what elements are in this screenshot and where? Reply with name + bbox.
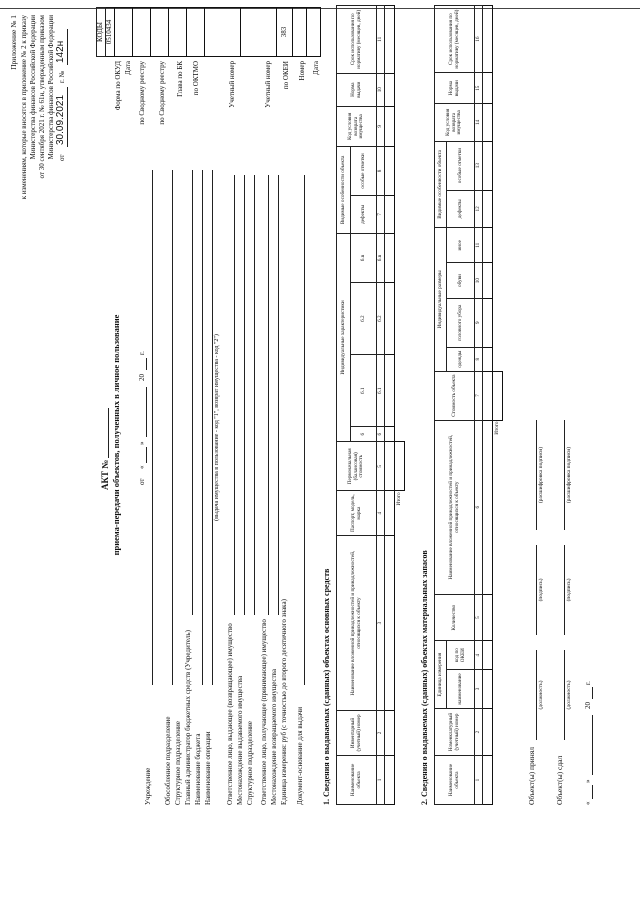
- field-mesto-vydavaemogo: Местонахождение выдаваемого имущества: [236, 675, 244, 805]
- field-dokument-line[interactable]: [304, 175, 305, 685]
- codes-oktmo: по ОКТМО: [192, 61, 200, 96]
- s2-cell[interactable]: [483, 641, 493, 669]
- s1-cell[interactable]: [385, 6, 395, 74]
- s1-h-srok: Срок использования по нормативу (месяцев, дней): [337, 6, 377, 74]
- codes-table: [96, 7, 321, 57]
- codes-data: Дата: [312, 61, 320, 75]
- s2-cell[interactable]: [483, 298, 493, 347]
- field-mesto-vydavaemogo-line[interactable]: [244, 175, 245, 615]
- s2-sub-naim: наименование: [447, 669, 475, 708]
- s1-sub-def: дефекты: [351, 196, 377, 234]
- s2-itogo-value[interactable]: [493, 371, 503, 420]
- s1-h-pasport: Паспорт, модель, марка: [337, 491, 377, 536]
- s2-sub-obuvi: обуви: [447, 263, 475, 298]
- code-uchet-2[interactable]: [241, 8, 277, 57]
- s2-h-norma: Норма выдачи: [435, 73, 475, 104]
- s2-cell[interactable]: [483, 669, 493, 708]
- appendix-num-prefix: г. №: [58, 70, 66, 83]
- appendix-date-prefix: от: [58, 154, 66, 161]
- s1-cell[interactable]: [385, 196, 395, 234]
- sig-sdal-podpis: (подпись): [566, 578, 572, 602]
- s1-itogo-value[interactable]: [395, 442, 405, 491]
- s1-itogo: Итого: [395, 492, 402, 506]
- act-date-g: г.: [138, 351, 146, 355]
- code-reestr-2[interactable]: [151, 8, 169, 57]
- sig-date-q1: «: [584, 801, 592, 805]
- sig-day-line[interactable]: [592, 785, 593, 799]
- s1-cell[interactable]: [385, 755, 395, 804]
- act-date-year: 20: [138, 374, 146, 381]
- s1-h-name: Наименование объекта: [337, 755, 377, 804]
- appendix-line-4: Министерства финансов Российской Федерации: [47, 15, 55, 160]
- section1-title: 1. Сведения о выдаваемых (сданных) объектах основных средств: [322, 568, 331, 805]
- sig-prinyal-rassh: (расшифровка подписи): [538, 446, 544, 504]
- field-glavny: Главный администратор бюджетных средств (Учредитель): [184, 630, 192, 805]
- code-date[interactable]: [115, 8, 133, 57]
- s1-num: 6.2: [377, 283, 385, 355]
- codes-uchet-1: Учетный номер: [228, 61, 236, 108]
- sig-sdal-rassh: (расшифровка подписи): [566, 446, 572, 504]
- s2-cell[interactable]: [483, 371, 493, 420]
- field-operaciya: Наименование операции: [204, 731, 212, 805]
- s1-num: 2: [377, 711, 385, 756]
- sig-year-line[interactable]: [592, 687, 593, 699]
- codes-nomer: Номер: [298, 61, 306, 81]
- s1-num: 10: [377, 73, 385, 106]
- s1-sub-6: 6: [351, 427, 377, 442]
- codes-date-label: Дата: [124, 61, 132, 75]
- s2-h-stoimost: Стоимость объекта: [435, 371, 475, 420]
- s2-num: 15: [475, 73, 483, 104]
- s1-num: 3: [377, 536, 385, 711]
- s2-sub-okei: код по ОКЕИ: [447, 641, 475, 669]
- field-otv-vydayushchee: Ответственное лицо, выдающее (возвращающее) имущество: [226, 623, 234, 805]
- s2-h-kol: Количество: [435, 594, 475, 641]
- s2-num: 14: [475, 104, 483, 142]
- s1-cell[interactable]: [385, 442, 395, 491]
- sig-prinyal-dolzhnost: (должность): [538, 680, 544, 710]
- s1-num: 6.1: [377, 355, 385, 427]
- sig-prinyal-dolzhnost-line[interactable]: [536, 650, 537, 740]
- field-uchrezhdenie: Учреждение: [144, 767, 152, 805]
- sig-date-q2: »: [584, 779, 592, 783]
- s2-cell[interactable]: [483, 190, 493, 228]
- s2-itogo: Итого: [493, 421, 500, 435]
- s1-num: 6.n: [377, 233, 385, 282]
- act-title: АКТ №: [100, 459, 110, 490]
- s1-h-inv: Инвентарный (учетный) номер: [337, 711, 377, 756]
- code-glava[interactable]: [169, 8, 187, 57]
- s2-h-nomer: Номенклатурный (учетный) номер: [435, 709, 475, 756]
- s2-h-kod: Код условия возврата имущества: [435, 104, 475, 142]
- s1-sub-61: 6.1: [351, 355, 377, 427]
- s2-h-name: Наименование объекта: [435, 756, 475, 805]
- field-mesto-vozvrashchaemogo: Местонахождение возвращаемого имущества: [270, 668, 278, 805]
- s2-num: 7: [475, 371, 483, 420]
- s1-sub-62: 6.2: [351, 283, 377, 355]
- s2-cell[interactable]: [483, 709, 493, 756]
- s2-num: 12: [475, 190, 483, 228]
- code-uchet-1[interactable]: [205, 8, 241, 57]
- s2-h-vlozh: Наименование вложенной принадлежностей и принадлежностей, относящихся к объекту: [435, 420, 475, 594]
- s2-num: 10: [475, 263, 483, 298]
- field-glavny-line[interactable]: [192, 170, 193, 615]
- s2-cell[interactable]: [483, 104, 493, 142]
- s2-sub-osob: особые отметки: [447, 141, 475, 190]
- s2-cell[interactable]: [483, 263, 493, 298]
- s2-cell[interactable]: [483, 141, 493, 190]
- s1-cell[interactable]: [385, 106, 395, 146]
- codes-okei-label: по ОКЕИ: [282, 61, 290, 90]
- code-oktmo[interactable]: [187, 8, 205, 57]
- s1-num: 8: [377, 146, 385, 195]
- s1-num: 7: [377, 196, 385, 234]
- code-nomer[interactable]: [293, 8, 307, 57]
- s2-cell[interactable]: [483, 73, 493, 104]
- codes-form-label: Форма по ОКУД: [114, 61, 122, 111]
- sig-sdal: Объект(ы) сдал: [555, 755, 564, 805]
- s1-num: 11: [377, 6, 385, 74]
- field-strukturnoe-1: Структурное подразделение: [174, 721, 182, 805]
- codes-reestr-2: по Сводному реестру: [158, 61, 166, 125]
- sig-prinyal-rassh-line[interactable]: [536, 420, 537, 530]
- field-edinica: Единица измерения: руб (с точностью до второго десятичного знака): [280, 599, 288, 805]
- section1-table: [336, 5, 405, 805]
- field-obosoblennoe-line[interactable]: [172, 170, 173, 685]
- s1-cell[interactable]: [385, 283, 395, 355]
- s2-h-srok: Срок использования по нормативу (месяцев, дней): [435, 6, 475, 73]
- s2-num: 4: [475, 641, 483, 669]
- s1-num: 6: [377, 427, 385, 442]
- code-data[interactable]: [307, 8, 321, 57]
- s1-h-vis: Видимые особенности объекта: [337, 146, 351, 233]
- sig-month-line[interactable]: [592, 715, 593, 775]
- s2-num: 13: [475, 141, 483, 190]
- codes-reestr-1: по Сводному реестру: [138, 61, 146, 125]
- appendix-num-line: [67, 29, 68, 65]
- sig-date-g: г.: [584, 681, 592, 685]
- s1-h-norma: Норма выдачи: [337, 73, 377, 106]
- appendix-date: 30.09.2021: [55, 94, 66, 145]
- s1-cell[interactable]: [385, 146, 395, 195]
- s1-h-ind: Индивидуальные характеристики: [337, 233, 351, 441]
- s2-sub-odezhdy: одежды: [447, 347, 475, 371]
- sig-date-year: 20: [584, 702, 592, 709]
- appendix-date-line: [67, 87, 68, 147]
- act-number-line: [108, 408, 109, 458]
- s2-cell[interactable]: [483, 347, 493, 371]
- sig-prinyal: Объект(ы) принял: [527, 747, 536, 805]
- s1-sub-6n: 6.n: [351, 233, 377, 282]
- section2-title: 2. Сведения о выдаваемых (сданных) объектах материальных запасов: [420, 550, 429, 805]
- s2-num: 1: [475, 756, 483, 805]
- s1-num: 9: [377, 106, 385, 146]
- field-byudzhet: Наименование бюджета: [194, 733, 202, 805]
- appendix-line-1: к изменениям, которые вносятся в приложение № 2 к приказу: [20, 15, 28, 200]
- sig-sdal-dolzhnost-line[interactable]: [564, 650, 565, 740]
- act-year-line: [146, 358, 147, 370]
- s2-cell[interactable]: [483, 756, 493, 805]
- s2-cell[interactable]: [483, 228, 493, 263]
- sig-sdal-podpis-line[interactable]: [564, 545, 565, 635]
- field-byudzhet-line[interactable]: [202, 170, 203, 685]
- s2-num: 5: [475, 594, 483, 641]
- appendix-num: 142н: [55, 40, 66, 63]
- codes-header: КОДЫ: [97, 8, 106, 57]
- s1-cell[interactable]: [385, 73, 395, 106]
- s1-sub-osob: особые отметки: [351, 146, 377, 195]
- s2-num: 3: [475, 669, 483, 708]
- field-obosoblennoe: Обособленное подразделение: [164, 716, 172, 805]
- codes-glava: Глава по БК: [176, 61, 184, 97]
- s2-num: 8: [475, 347, 483, 371]
- s1-cell[interactable]: [385, 233, 395, 282]
- field-operaciya-hint: (выдача имущества в пользование - код "1", возврат имущества - код "2"): [214, 334, 220, 521]
- s2-h-vis: Видимые особенности объекта: [435, 141, 447, 228]
- s2-h-ind: Индивидуальные размеры: [435, 228, 447, 371]
- code-okei: 383: [277, 8, 293, 57]
- s2-num: 6: [475, 420, 483, 594]
- field-strukturnoe-2-line[interactable]: [254, 175, 255, 615]
- s1-num: 4: [377, 491, 385, 536]
- s1-h-vlozh: Наименование вложенной принадлежностей и принадлежностей, относящихся к объекту: [337, 536, 377, 711]
- s2-num: 2: [475, 709, 483, 756]
- s2-sub-inoe: иное: [447, 228, 475, 263]
- field-otv-poluchayushchee: Ответственное лицо, получающее (принимающее) имущество: [260, 619, 268, 805]
- s1-cell[interactable]: [385, 536, 395, 711]
- act-day-line: [146, 447, 147, 463]
- sig-sdal-dolzhnost: (должность): [566, 680, 572, 710]
- field-strukturnoe-2: Структурное подразделение: [246, 721, 254, 805]
- act-date-q2: »: [138, 441, 146, 445]
- s2-num: 16: [475, 6, 483, 73]
- s2-cell[interactable]: [483, 420, 493, 594]
- s1-cell[interactable]: [385, 491, 395, 536]
- s1-num: 5: [377, 442, 385, 491]
- field-otv-poluchayushchee-line[interactable]: [268, 175, 269, 615]
- s1-h-kod: Код условия возврата имущества: [337, 106, 377, 146]
- s2-num: 11: [475, 228, 483, 263]
- field-mesto-vozvrashchaemogo-line[interactable]: [278, 175, 279, 615]
- s2-sub-golovnoy: головного убора: [447, 298, 475, 347]
- s2-sub-def: дефекты: [447, 190, 475, 228]
- sig-prinyal-podpis: (подпись): [538, 578, 544, 602]
- s1-cell[interactable]: [385, 355, 395, 427]
- s1-cell[interactable]: [385, 711, 395, 756]
- appendix-line-3: от 30 сентября 2021 г. № 61н, утвержденным приказом: [38, 15, 46, 179]
- appendix-line-2: Министерства финансов Российской Федерации: [29, 15, 37, 160]
- s2-cell[interactable]: [483, 6, 493, 73]
- act-date-q1: «: [138, 465, 146, 469]
- code-reestr-1[interactable]: [133, 8, 151, 57]
- code-okud: 0510434: [106, 8, 115, 57]
- sig-prinyal-podpis-line[interactable]: [536, 545, 537, 635]
- act-date-from: от: [138, 478, 146, 485]
- s2-cell[interactable]: [483, 594, 493, 641]
- field-operaciya-line[interactable]: [212, 170, 213, 685]
- s1-num: 1: [377, 755, 385, 804]
- s1-cell[interactable]: [385, 427, 395, 442]
- sig-sdal-rassh-line[interactable]: [564, 420, 565, 530]
- act-subtitle: приема-передачи объектов, полученных в личное пользование: [111, 314, 121, 556]
- field-otv-vydayushchee-line[interactable]: [234, 175, 235, 615]
- codes-uchet-2: Учетный номер: [264, 61, 272, 108]
- s1-h-stoimost: Первоначальная (балансовая) стоимость: [337, 442, 377, 491]
- s2-num: 9: [475, 298, 483, 347]
- field-dokument: Документ-основание для выдачи: [296, 706, 304, 805]
- s2-h-edinica: Единица измерения: [435, 641, 447, 709]
- field-uchrezhdenie-line[interactable]: [152, 170, 153, 685]
- section2-table: [434, 5, 503, 805]
- act-month-line: [146, 387, 147, 437]
- appendix-title: Приложение № 1: [9, 15, 18, 70]
